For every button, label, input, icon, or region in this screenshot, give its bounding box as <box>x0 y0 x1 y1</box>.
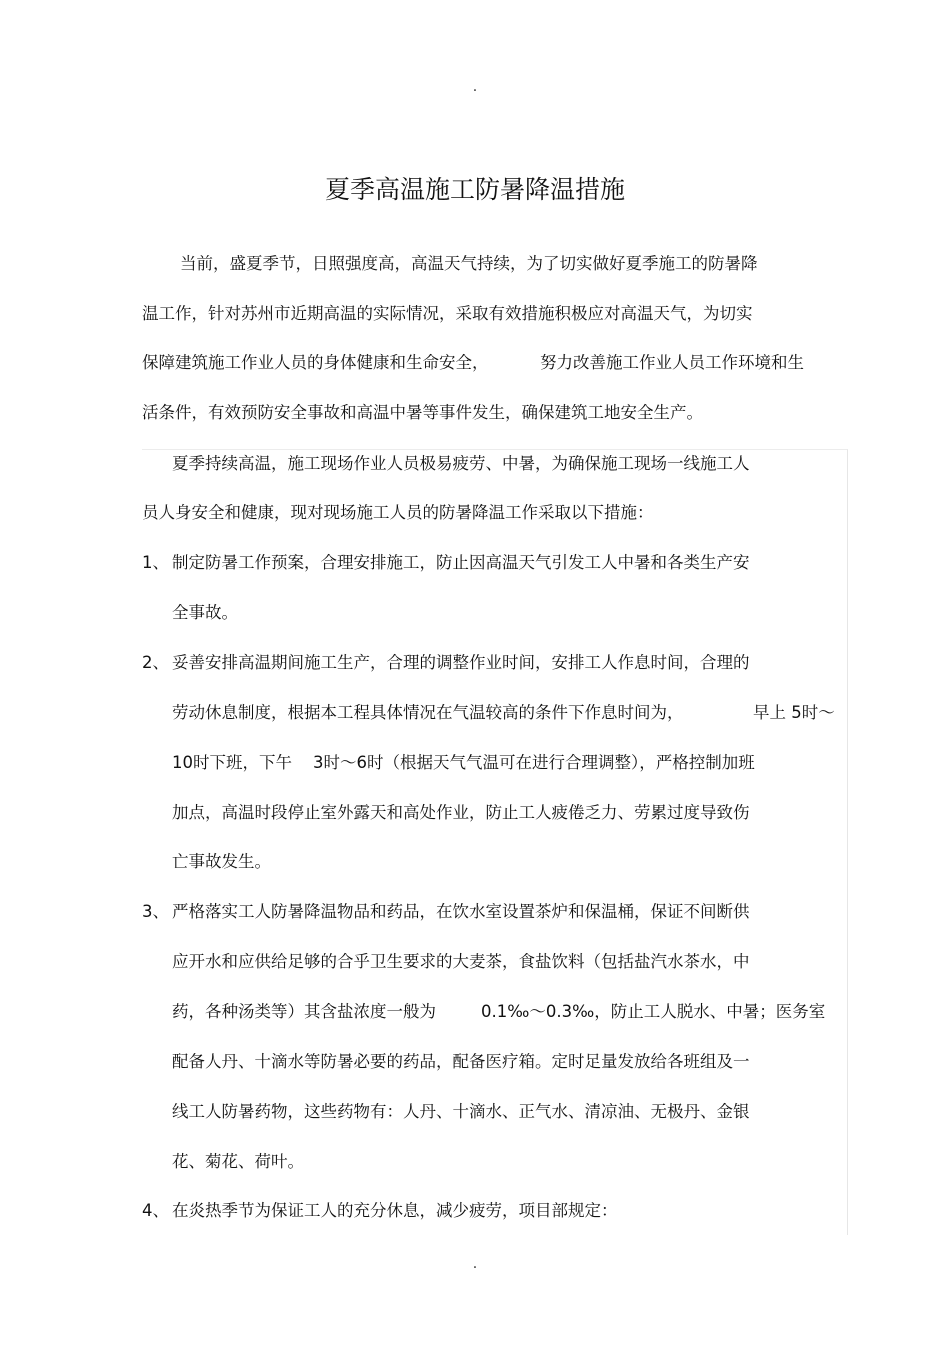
measure-line: 劳动休息制度，根据本工程具体情况在气温较高的条件下作息时间为， <box>172 703 684 722</box>
paragraph-line: 活条件，有效预防安全事故和高温中暑等事件发生，确保建筑工地安全生产。 <box>142 403 703 422</box>
measure-line: 花、菊花、荷叶。 <box>172 1152 304 1171</box>
measure-number: 3、 <box>142 902 169 921</box>
paragraph-line: 夏季持续高温，施工现场作业人员极易疲劳、中暑，为确保施工现场一线施工人 <box>172 454 750 473</box>
paragraph-line: 努力改善施工作业人员工作环境和生 <box>540 353 804 372</box>
measure-line: 在炎热季节为保证工人的充分休息，减少疲劳，项目部规定： <box>172 1201 618 1220</box>
header-marker: . <box>472 79 478 95</box>
measure-line: 严格落实工人防暑降温物品和药品，在饮水室设置茶炉和保温桶，保证不间断供 <box>172 902 750 921</box>
paragraph-line: 当前，盛夏季节，日照强度高，高温天气持续，为了切实做好夏季施工的防暑降 <box>180 254 758 273</box>
measure-line: 药，各种汤类等）其含盐浓度一般为 <box>172 1002 436 1021</box>
measure-line: 妥善安排高温期间施工生产，合理的调整作业时间，安排工人作息时间，合理的 <box>172 653 750 672</box>
measure-line: 0.1‰～0.3‰，防止工人脱水、中暑；医务室 <box>481 1002 826 1021</box>
measure-line: 早上 5时～ <box>753 703 835 722</box>
measure-number: 2、 <box>142 653 169 672</box>
paragraph-line: 温工作，针对苏州市近期高温的实际情况，采取有效措施积极应对高温天气，为切实 <box>142 304 753 323</box>
measure-line: 制定防暑工作预案，合理安排施工，防止因高温天气引发工人中暑和各类生产安 <box>172 553 750 572</box>
measure-line: 应开水和应供给足够的合乎卫生要求的大麦茶，食盐饮料（包括盐汽水茶水，中 <box>172 952 750 971</box>
measure-line: 全事故。 <box>172 603 238 622</box>
measure-line: 10时下班，下午 <box>172 753 292 772</box>
document-title: 夏季高温施工防暑降温措施 <box>324 175 625 204</box>
paragraph-line: 保障建筑施工作业人员的身体健康和生命安全， <box>142 353 489 372</box>
measure-line: 3时～6时（根据天气气温可在进行合理调整），严格控制加班 <box>313 753 755 772</box>
measure-number: 1、 <box>142 553 169 572</box>
measure-line: 配备人丹、十滴水等防暑必要的药品，配备医疗箱。定时足量发放给各班组及一 <box>172 1052 750 1071</box>
measure-line: 线工人防暑药物，这些药物有：人丹、十滴水、正气水、清凉油、无极丹、金银 <box>172 1102 750 1121</box>
paragraph-line: 员人身安全和健康，现对现场施工人员的防暑降温工作采取以下措施： <box>142 503 654 522</box>
measure-line: 亡事故发生。 <box>172 852 271 871</box>
measure-line: 加点，高温时段停止室外露天和高处作业，防止工人疲倦乏力、劳累过度导致伤 <box>172 803 750 822</box>
measure-number: 4、 <box>142 1201 169 1220</box>
footer-marker: . <box>472 1256 478 1272</box>
